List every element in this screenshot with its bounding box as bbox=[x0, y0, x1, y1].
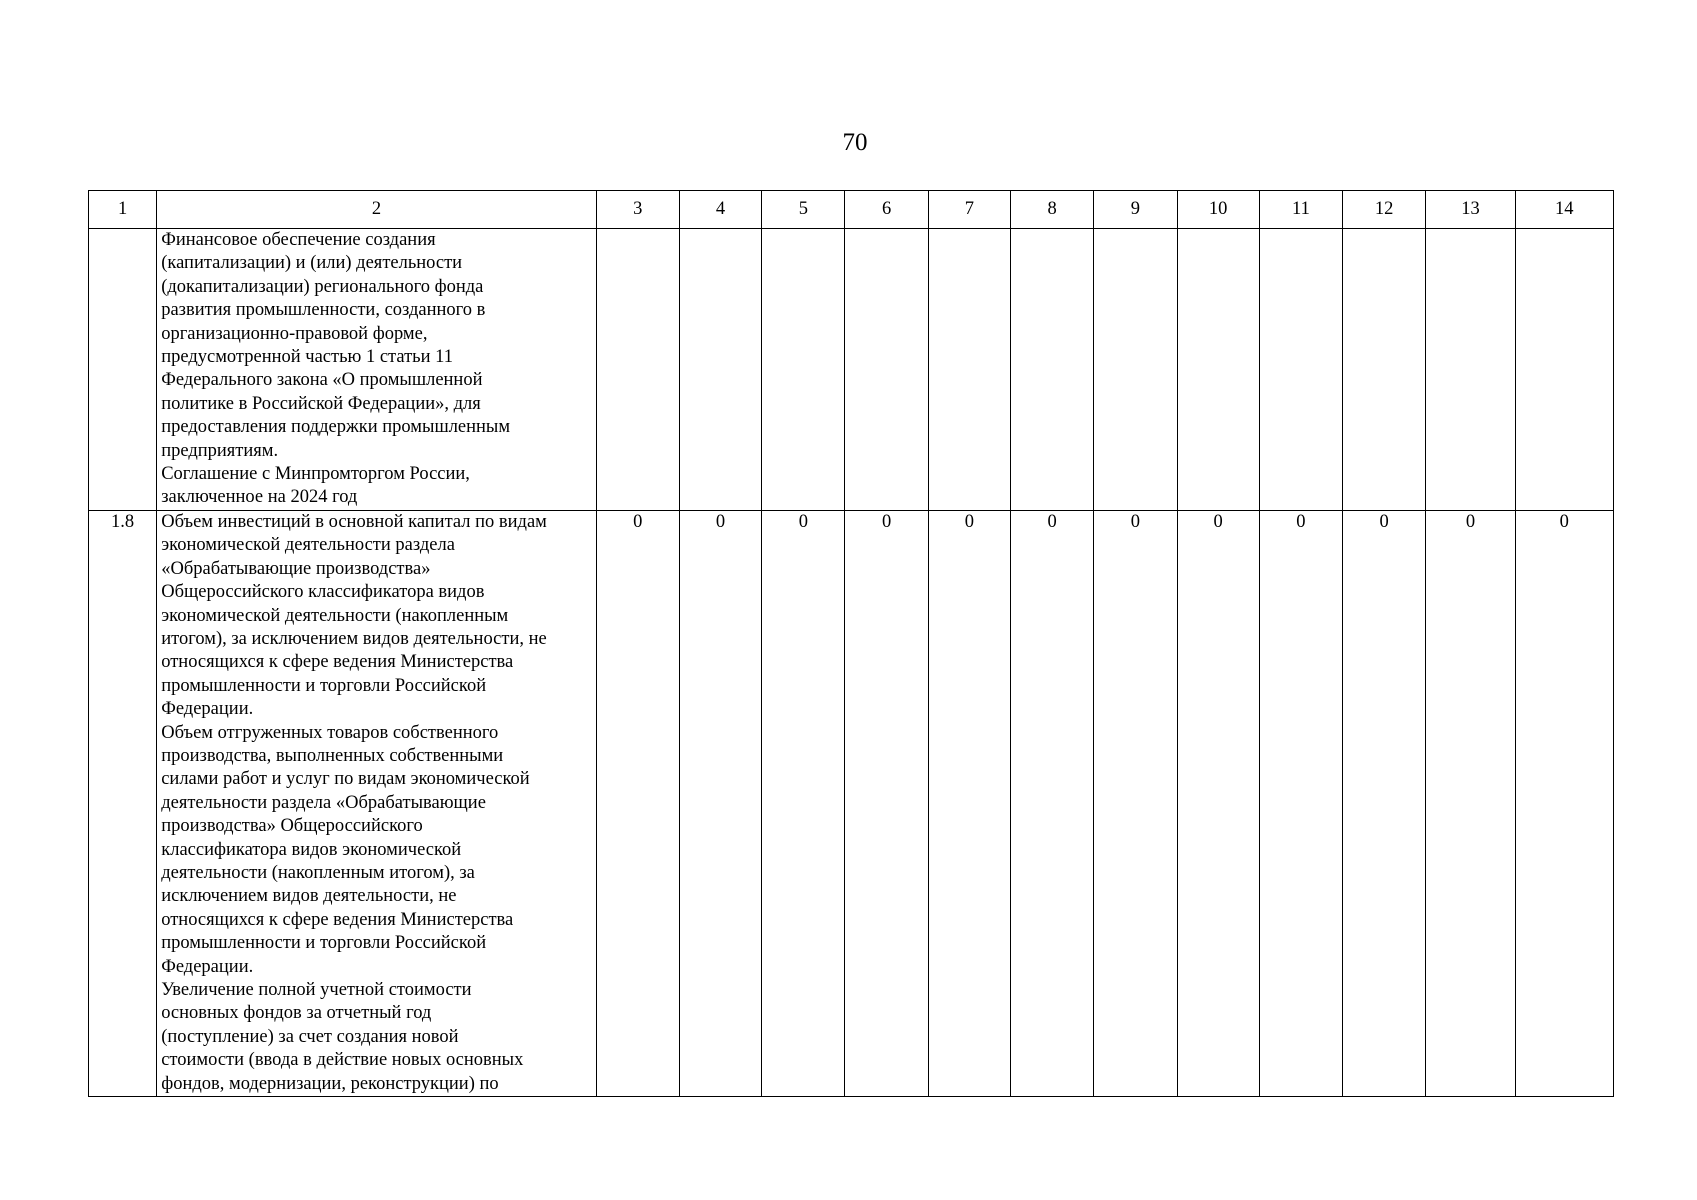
value-cell: 0 bbox=[1515, 510, 1613, 1096]
value-cell bbox=[1094, 229, 1177, 511]
column-header: 6 bbox=[845, 191, 928, 229]
value-cell: 0 bbox=[1094, 510, 1177, 1096]
value-cell bbox=[1010, 229, 1093, 511]
column-header: 3 bbox=[596, 191, 679, 229]
column-header: 9 bbox=[1094, 191, 1177, 229]
value-cell: 0 bbox=[679, 510, 761, 1096]
row-description bbox=[157, 229, 596, 511]
value-cell: 0 bbox=[1177, 510, 1259, 1096]
column-header: 4 bbox=[679, 191, 761, 229]
column-header: 2 bbox=[157, 191, 596, 229]
row-index: 1.8 bbox=[89, 510, 157, 1096]
value-cell bbox=[1515, 229, 1613, 511]
indicators-table bbox=[88, 190, 1614, 1097]
description-paragraph: Увеличение полной учетной стоимости основных фондов за отчетный год (поступление) за счет создания новой стоимости (ввода в действие новых основных фондов, модернизации, реконструкции) по bbox=[161, 980, 524, 1094]
value-cell bbox=[1177, 229, 1259, 511]
value-cell: 0 bbox=[1010, 510, 1093, 1096]
value-cell bbox=[928, 229, 1010, 511]
row-description bbox=[157, 510, 596, 1096]
table-row bbox=[89, 229, 1614, 511]
value-cell bbox=[1426, 229, 1515, 511]
page-number: 70 bbox=[842, 129, 868, 156]
description-paragraph: Финансовое обеспечение создания (капитализации) и (или) деятельности (докапитализации) регионального фонда развития промышленности, созданного в организационно-правовой форме, предусмотренной частью 1 статьи 11 Федерального закона «О промышленной политике в Российской Федерации», для предоставления поддержки промышленным предприятиям. bbox=[161, 230, 511, 461]
column-header: 13 bbox=[1426, 191, 1515, 229]
value-cell: 0 bbox=[762, 510, 845, 1096]
value-cell bbox=[679, 229, 761, 511]
value-cell bbox=[762, 229, 845, 511]
column-header: 11 bbox=[1259, 191, 1342, 229]
column-header: 5 bbox=[762, 191, 845, 229]
description-paragraph: Объем отгруженных товаров собственного производства, выполненных собственными силами работ и услуг по видам экономической деятельности раздела «Обрабатывающие производства» Общероссийского классификатора видов экономической деятельности (накопленным итогом), за исключением видов деятельности, не относящихся к сфере ведения Министерства промышленности и торговли Российской Федерации. bbox=[161, 722, 530, 977]
header-row bbox=[89, 191, 1614, 229]
value-cell: 0 bbox=[845, 510, 928, 1096]
value-cell bbox=[845, 229, 928, 511]
column-header: 8 bbox=[1010, 191, 1093, 229]
value-cell: 0 bbox=[1259, 510, 1342, 1096]
table-row bbox=[89, 510, 1614, 1096]
column-header: 7 bbox=[928, 191, 1010, 229]
column-header: 10 bbox=[1177, 191, 1259, 229]
description-paragraph: Объем инвестиций в основной капитал по видам экономической деятельности раздела «Обрабатывающие производства» Общероссийского классификатора видов экономической деятельности (накопленным итогом), за исключением видов деятельности, не относящихся к сфере ведения Министерства промышленности и торговли Российской Федерации. bbox=[161, 511, 547, 720]
column-header: 1 bbox=[89, 191, 157, 229]
description-paragraph: Соглашение с Минпромторгом России, заключенное на 2024 год bbox=[161, 464, 470, 508]
value-cell: 0 bbox=[1426, 510, 1515, 1096]
value-cell: 0 bbox=[596, 510, 679, 1096]
row-index bbox=[89, 229, 157, 511]
column-header: 12 bbox=[1343, 191, 1426, 229]
value-cell: 0 bbox=[928, 510, 1010, 1096]
value-cell bbox=[1259, 229, 1342, 511]
value-cell bbox=[1343, 229, 1426, 511]
value-cell bbox=[596, 229, 679, 511]
value-cell: 0 bbox=[1343, 510, 1426, 1096]
column-header: 14 bbox=[1515, 191, 1613, 229]
